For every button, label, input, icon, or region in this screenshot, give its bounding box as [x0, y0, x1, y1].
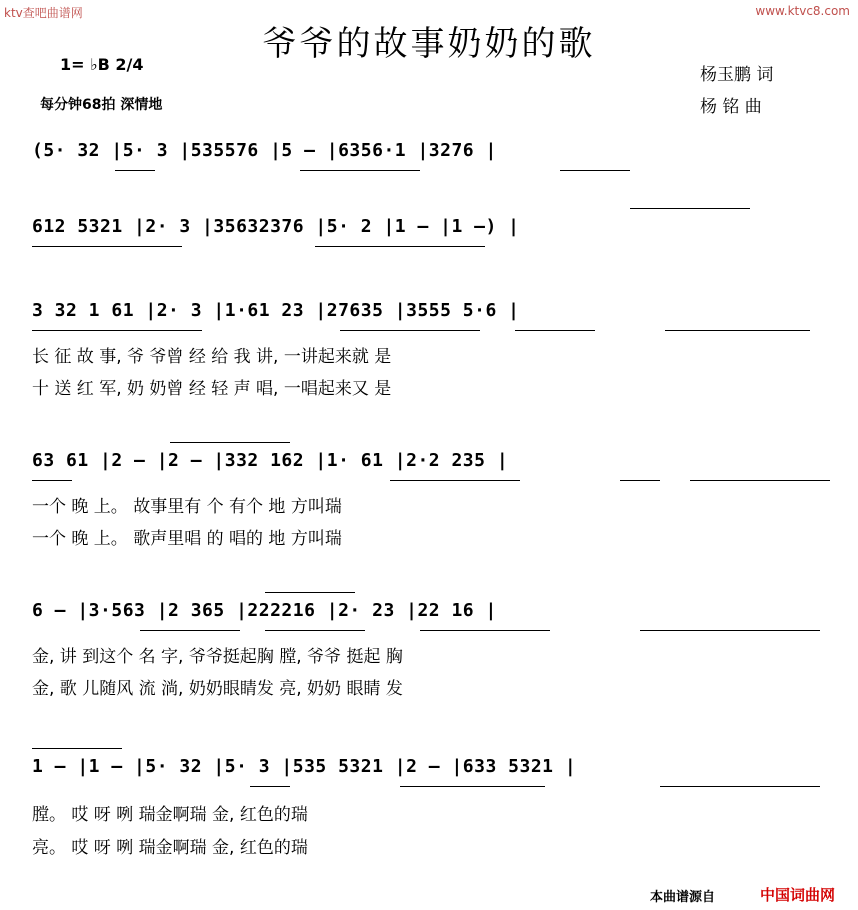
underline-beam: [315, 246, 485, 247]
score-system-2-notes: 612 5321 |2· 3 |35632376 |5· 2 |1 — |1 —) |: [32, 216, 520, 237]
tie-slur: [265, 592, 355, 593]
lyrics-system-3-verse-2: 十 送 红 军, 奶 奶曾 经 轻 声 唱, 一唱起来又 是: [32, 379, 392, 399]
source-label: 本曲谱源自: [650, 890, 716, 905]
source-brand: 中国词曲网: [760, 886, 836, 904]
lyrics-system-6-verse-2: 亮。 哎 呀 咧 瑞金啊瑞 金, 红色的瑞: [32, 838, 308, 858]
underline-beam: [140, 630, 240, 631]
tempo-mood: 每分钟68拍 深情地: [40, 97, 163, 113]
underline-beam: [660, 786, 820, 787]
underline-beam: [690, 480, 830, 481]
score-system-1-notes: (5· 32 |5· 3 |535576 |5 — |6356·1 |3276 |: [32, 140, 497, 161]
tie-slur: [630, 208, 750, 209]
underline-beam: [665, 330, 810, 331]
tie-slur: [32, 748, 122, 749]
tie-slur: [170, 442, 290, 443]
underline-beam: [265, 630, 365, 631]
underline-beam: [250, 786, 290, 787]
underline-beam: [32, 330, 202, 331]
lyrics-system-5-verse-1: 金, 讲 到这个 名 字, 爷爷挺起胸 膛, 爷爷 挺起 胸: [32, 647, 403, 667]
lyrics-system-4-verse-1: 一个 晚 上。 故事里有 个 有个 地 方叫瑞: [32, 497, 342, 517]
underline-beam: [32, 246, 182, 247]
underline-beam: [300, 170, 420, 171]
underline-beam: [420, 630, 550, 631]
underline-beam: [620, 480, 660, 481]
underline-beam: [560, 170, 630, 171]
underline-beam: [515, 330, 595, 331]
score-system-6-notes: 1 — |1 — |5· 32 |5· 3 |535 5321 |2 — |633 5321 |: [32, 756, 577, 777]
watermark-right: www.ktvc8.com: [755, 4, 850, 18]
underline-beam: [340, 330, 480, 331]
score-system-3-notes: 3 32 1 61 |2· 3 |1·61 23 |27635 |3555 5·6 |: [32, 300, 520, 321]
underline-beam: [400, 786, 545, 787]
lyrics-system-4-verse-2: 一个 晚 上。 歌声里唱 的 唱的 地 方叫瑞: [32, 529, 342, 549]
lyrics-system-5-verse-2: 金, 歌 儿随风 流 淌, 奶奶眼睛发 亮, 奶奶 眼睛 发: [32, 679, 403, 699]
lyricist-credit: 杨玉鹏 词: [700, 65, 774, 85]
key-signature: 1= ♭B 2/4: [60, 55, 144, 74]
lyrics-system-3-verse-1: 长 征 故 事, 爷 爷曾 经 给 我 讲, 一讲起来就 是: [32, 347, 392, 367]
lyrics-system-6-verse-1: 膛。 哎 呀 咧 瑞金啊瑞 金, 红色的瑞: [32, 805, 308, 825]
underline-beam: [390, 480, 520, 481]
underline-beam: [640, 630, 820, 631]
watermark-left: ktv查吧曲谱网: [4, 6, 83, 20]
composer-credit: 杨 铭 曲: [700, 97, 762, 117]
underline-beam: [115, 170, 155, 171]
score-system-4-notes: 63 61 |2 — |2 — |332 162 |1· 61 |2·2 235 |: [32, 450, 509, 471]
score-title: 爷爷的故事奶奶的歌: [262, 24, 596, 64]
underline-beam: [32, 480, 72, 481]
score-system-5-notes: 6 — |3·563 |2 365 |222216 |2· 23 |22 16 |: [32, 600, 497, 621]
